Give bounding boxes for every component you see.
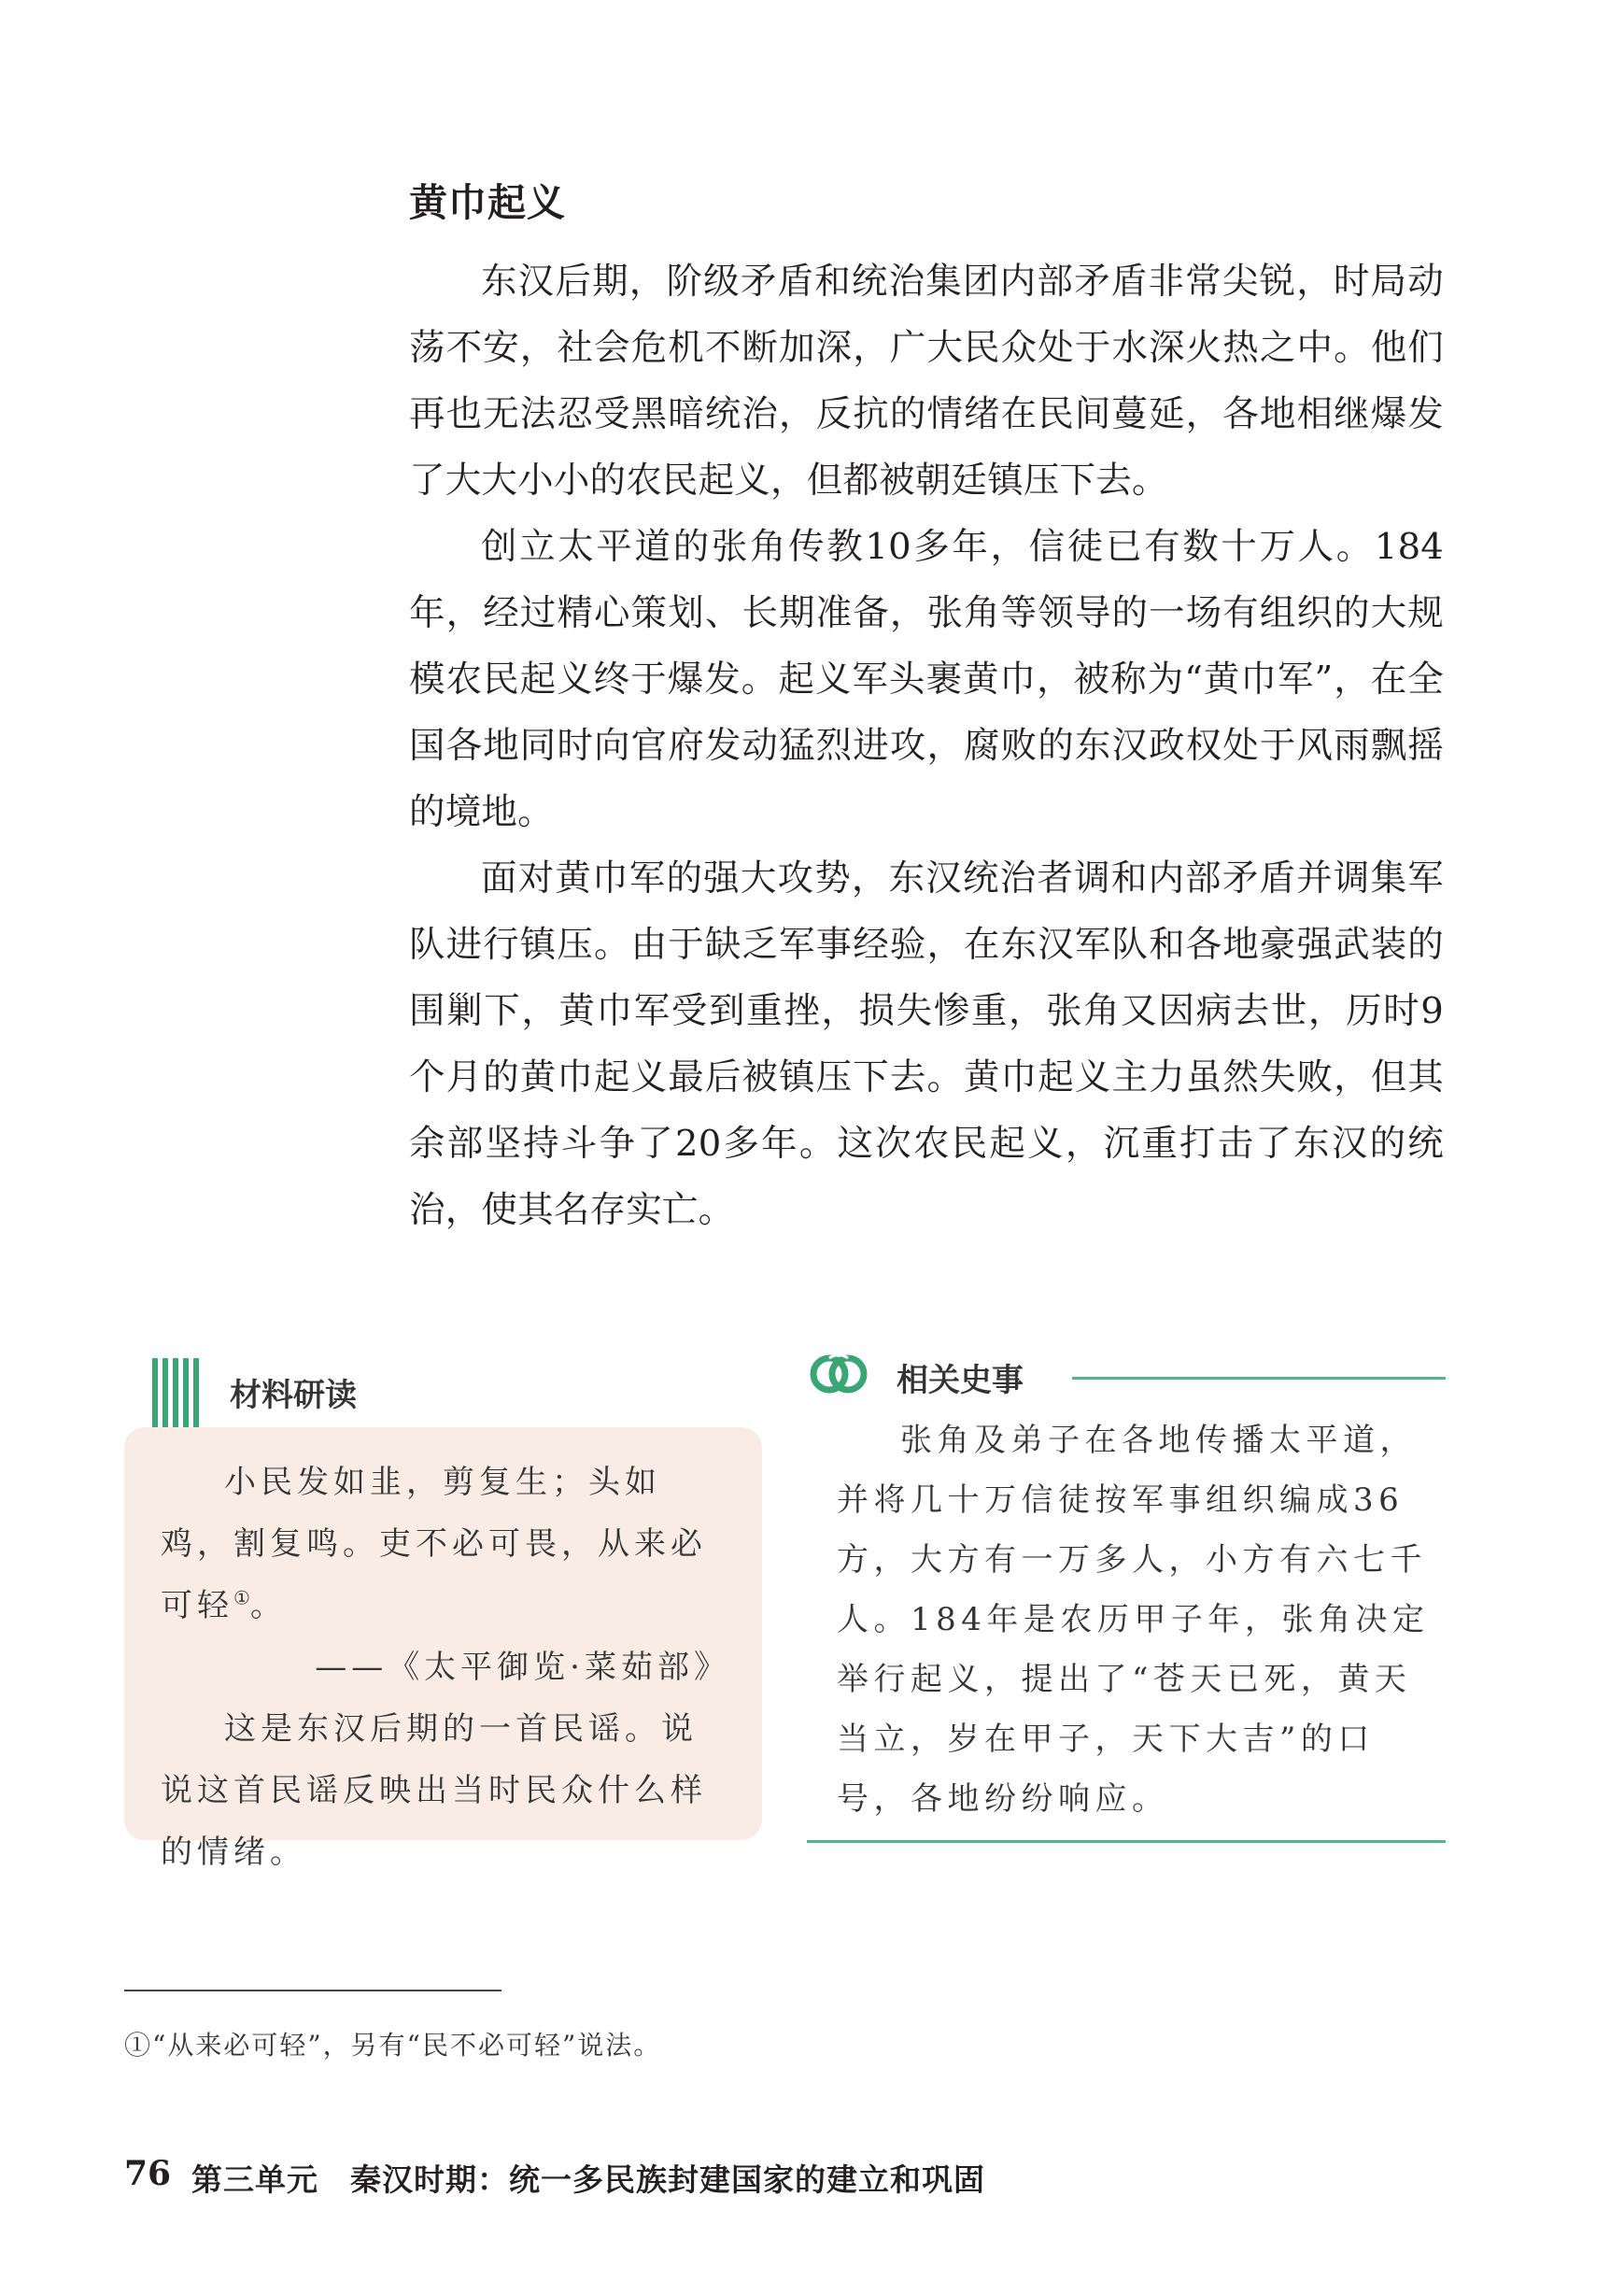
paragraph-2: 创立太平道的张角传教10多年，信徒已有数十万人。184年，经过精心策划、长期准备，张角等领导的一场有组织的大规模农民起义终于爆发。起义军头裹黄巾，被称为“黄巾军”，在全国各地同时向官府发动猛烈进攻，腐败的东汉政权处于风雨飘摇的境地。 — [409, 526, 1444, 833]
quote-text: 小民发如韭，剪复生；头如鸡，割复鸣。吏不必可畏，从来必可轻 — [161, 1464, 707, 1624]
footnote-marker: ① — [233, 1586, 250, 1609]
related-heading: 相关史事 — [897, 1362, 1024, 1399]
material-question: 这是东汉后期的一首民谣。说说这首民谣反映出当时民众什么样的情绪。 — [161, 1710, 707, 1871]
related-history-icon — [809, 1345, 868, 1403]
material-quote: 小民发如韭，剪复生；头如鸡，割复鸣。吏不必可畏，从来必可轻①。 — [161, 1464, 707, 1624]
footnote: ①“从来必可轻”，另有“民不必可轻”说法。 — [124, 2030, 662, 2061]
main-text — [409, 248, 1444, 1243]
material-heading: 材料研读 — [230, 1377, 357, 1414]
related-content — [837, 1410, 1434, 1829]
related-text: 张角及弟子在各地传播太平道，并将几十万信徒按军事组织编成36方，大方有一万多人，小方有六七千人。184年是农历甲子年，张角决定举行起义，提出了“苍天已死，黄天当立，岁在甲子，天下大吉”的口号，各地纷纷响应。 — [837, 1422, 1430, 1818]
related-bottom-rule — [807, 1840, 1446, 1843]
page-number: 76 — [124, 2154, 172, 2193]
paragraph-3: 面对黄巾军的强大攻势，东汉统治者调和内部矛盾并调集军队进行镇压。由于缺乏军事经验，在东汉军队和各地豪强武装的围剿下，黄巾军受到重挫，损失惨重，张角又因病去世，历时9个月的黄巾起义最后被镇压下去。黄巾起义主力虽然失败，但其余部坚持斗争了20多年。这次农民起义，沉重打击了东汉的统治，使其名存实亡。 — [409, 857, 1444, 1231]
material-source: ——《太平御览·菜茹部》 — [315, 1649, 730, 1686]
related-top-rule — [1072, 1377, 1446, 1380]
paragraph-1: 东汉后期，阶级矛盾和统治集团内部矛盾非常尖锐，时局动荡不安，社会危机不断加深，广大民众处于水深火热之中。他们再也无法忍受黑暗统治，反抗的情绪在民间蔓延，各地相继爆发了大大小小的农民起义，但都被朝廷镇压下去。 — [409, 261, 1444, 502]
section-title: 黄巾起义 — [409, 180, 566, 225]
footnote-divider — [124, 1990, 501, 1991]
material-content — [161, 1452, 730, 1883]
running-footer: 第三单元 秦汉时期：统一多民族封建国家的建立和巩固 — [191, 2161, 985, 2198]
book-stack-icon — [152, 1358, 199, 1431]
